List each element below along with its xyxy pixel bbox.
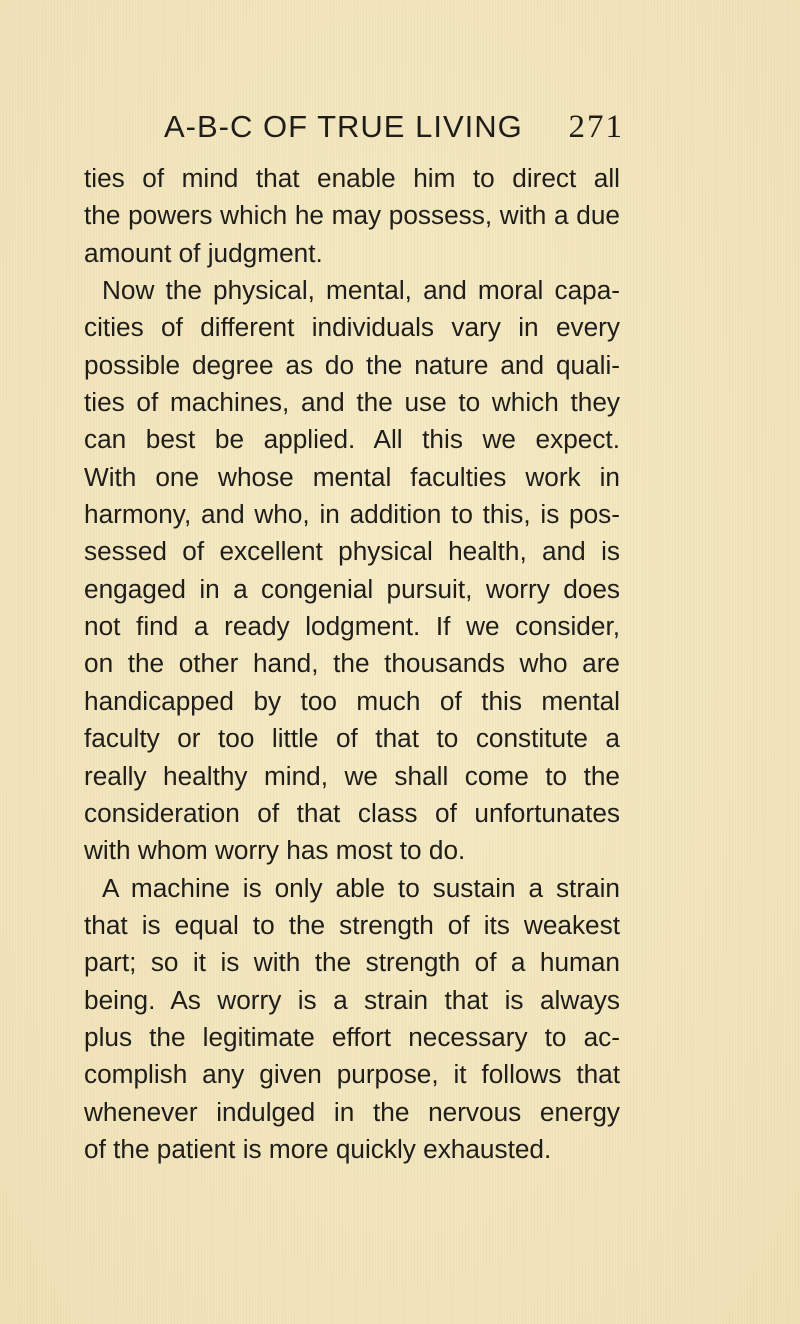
text-line: the powers which he may possess, with a due (84, 200, 620, 231)
text-line: on the other hand, the thousands who are (84, 648, 620, 679)
body-text (84, 160, 620, 1168)
text-line: with whom worry has most to do. (84, 835, 466, 866)
text-line: A machine is only able to sustain a strain (102, 872, 620, 903)
text-line: ties of machines, and the use to which they (84, 387, 620, 418)
text-line: really healthy mind, we shall come to the (84, 760, 620, 791)
text-line: amount of judgment. (84, 237, 323, 268)
page-number: 271 (568, 109, 624, 145)
text-line: engaged in a congenial pursuit, worry does (84, 573, 620, 604)
text-line: can best be applied. All this we expect. (84, 424, 620, 455)
text-line: With one whose mental faculties work in (84, 461, 620, 492)
text-line: not find a ready lodgment. If we consider, (84, 611, 620, 642)
running-head-title: A-B-C OF TRUE LIVING (164, 109, 523, 144)
text-line: ties of mind that enable him to direct all (84, 163, 620, 193)
text-line: being. As worry is a strain that is always (84, 984, 620, 1015)
text-line: possible degree as do the nature and quali- (84, 349, 620, 380)
text-line: cities of different individuals vary in every (84, 312, 620, 343)
text-line: faculty or too little of that to constitute a (84, 723, 620, 754)
running-head (164, 109, 624, 149)
text-line: complish any given purpose, it follows that (84, 1059, 620, 1090)
text-line: part; so it is with the strength of a human (84, 947, 620, 978)
text-line: of the patient is more quickly exhausted. (84, 1133, 552, 1164)
text-line: sessed of excellent physical health, and is (84, 536, 620, 567)
text-line: consideration of that class of unfortunates (84, 797, 620, 828)
text-line: that is equal to the strength of its weakest (84, 909, 620, 940)
text-line: Now the physical, mental, and moral capa- (102, 275, 620, 306)
text-line: whenever indulged in the nervous energy (84, 1096, 620, 1127)
text-line: plus the legitimate effort necessary to ac- (84, 1021, 620, 1052)
text-line: handicapped by too much of this mental (84, 685, 620, 716)
text-line: harmony, and who, in addition to this, is pos- (84, 499, 620, 530)
